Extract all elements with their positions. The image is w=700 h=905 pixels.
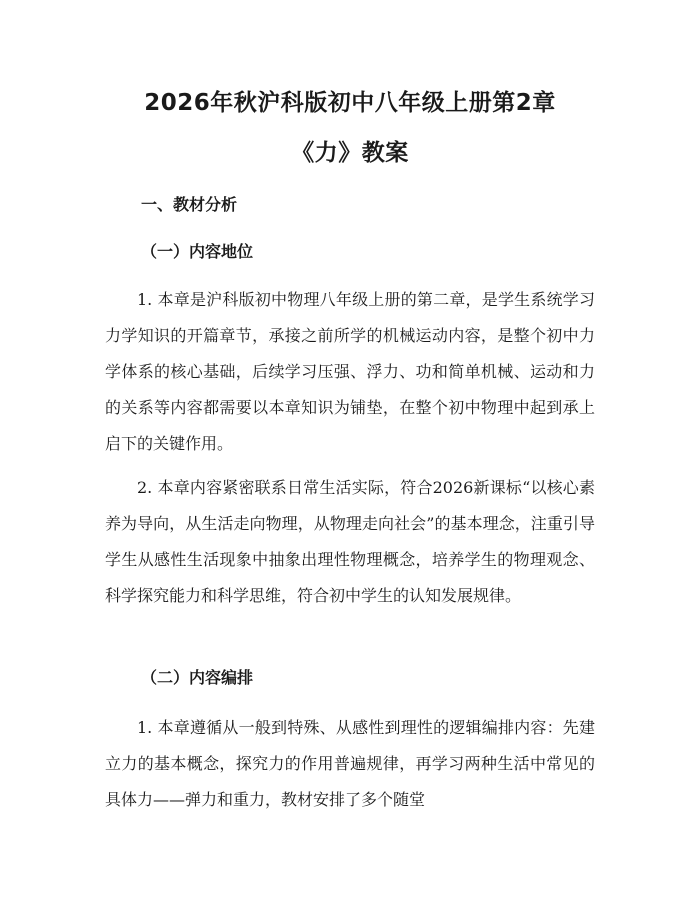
subsection-heading-content-arrangement: （二）内容编排	[141, 668, 254, 687]
paragraph-3: 1. 本章遵循从一般到特殊、从感性到理性的逻辑编排内容：先建立力的基本概念，探究力的作用普遍规律，再学习两种生活中常见的具体力——弹力和重力，教材安排了多个随堂	[105, 718, 595, 809]
paragraph-2: 2. 本章内容紧密联系日常生活实际，符合2026新课标“以核心素养为导向，从生活走向物理，从物理走向社会”的基本理念，注重引导学生从感性生活现象中抽象出理性物理概念，培养学生的物理观念、科学探究能力和科学思维，符合初中学生的认知发展规律。	[105, 478, 595, 605]
document-title-line2: 《力》教案	[291, 140, 409, 166]
section-heading-textbook-analysis: 一、教材分析	[141, 195, 238, 214]
paragraph-1: 1. 本章是沪科版初中物理八年级上册的第二章，是学生系统学习力学知识的开篇章节，承接之前所学的机械运动内容，是整个初中力学体系的核心基础，后续学习压强、浮力、功和简单机械、运动和力的关系等内容都需要以本章知识为铺垫，在整个初中物理中起到承上启下的关键作用。	[105, 290, 595, 453]
subsection-heading-content-position: （一）内容地位	[141, 242, 254, 261]
document-title-line1: 2026年秋沪科版初中八年级上册第2章	[144, 90, 556, 116]
